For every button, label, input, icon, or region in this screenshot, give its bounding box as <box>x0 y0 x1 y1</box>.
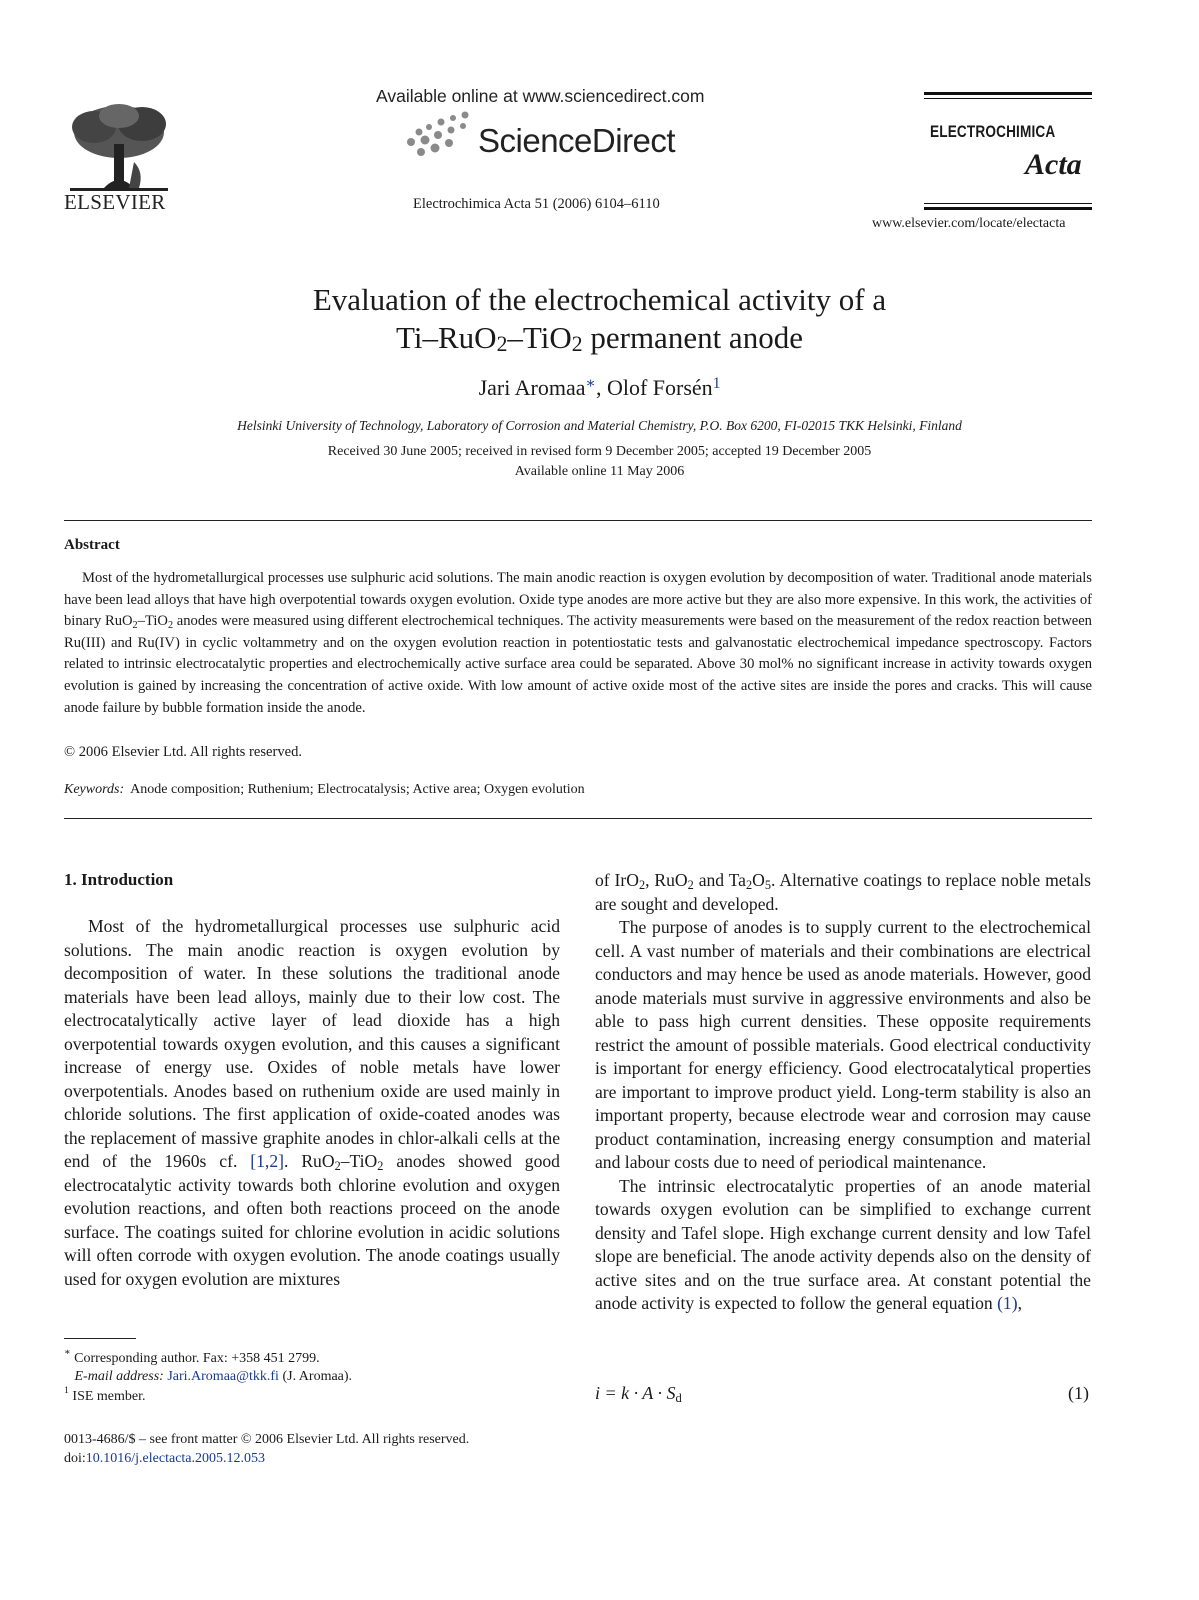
journal-logo-rule <box>924 98 1092 99</box>
author-list: Jari Aromaa∗, Olof Forsén$^1$ <box>478 375 721 400</box>
journal-citation: Electrochimica Acta 51 (2006) 6104–6110 <box>413 196 660 212</box>
author-footnote-link[interactable]: 1 <box>712 375 721 392</box>
email-link[interactable]: Jari.Aromaa@tkk.fi <box>167 1369 279 1384</box>
right-column-text <box>595 869 1091 1316</box>
affiliation: Helsinki University of Technology, Laboratory of Corrosion and Material Chemistry, P.O. Box 6200, FI-02015 TKK Helsinki, Finland <box>237 418 962 433</box>
issn-line: 0013-4686/$ – see front matter © 2006 Elsevier Ltd. All rights reserved. <box>64 1432 470 1447</box>
equation-link[interactable]: (1) <box>997 1293 1018 1313</box>
author-footnote-link[interactable]: ∗ <box>585 375 596 392</box>
section-rule <box>64 520 1092 521</box>
paragraph: Most of the hydrometallurgical processes use sulphuric acid solutions. The main anodic reaction is oxygen evolution by decomposition of water. In these solutions the traditional anode materials have been lead alloys, mainly due to their low cost. The electrocatalytically active layer of lead dioxide has a high overpotential towards oxygen evolution, and this causes a significant increase of energy use. Oxides of noble metals have lower overpotentials. Anodes based on ruthenium oxide are used mainly in chloride solutions. The first application of oxide-coated anodes was the replacement of massive graphite anodes in chlor-alkali cells at the end of the 1960s cf. [1,2]. RuO$_2$–TiO$_2$ anodes showed good electrocatalytic activity towards both chlorine evolution and oxygen evolution reactions, and often both reactions proceed on the anode surface. The coatings suited for chlorine evolution in acidic solutions will often corrode with oxygen evolution. The anode coatings usually used for oxygen evolution are mixtures <box>64 916 560 1289</box>
paragraph: of IrO$_2$, RuO$_2$ and $Ta_2O_5$. Alternative coatings to replace noble metals are sought and developed. <box>595 870 1091 914</box>
journal-logo-name: ELECTROCHIMICA <box>930 122 1056 141</box>
abstract-text: Most of the hydrometallurgical processes use sulphuric acid solutions. The main anodic reaction is oxygen evolution by decomposition of water. Traditional anode materials have been lead alloys that have high overpotential towards oxygen evolution. Oxide type anodes are more active but they are also more expensive. In this work, the activities of binary RuO$_2$–TiO$_2$ anodes were measured using different electrochemical techniques. The activity measurements were based on the measurement of the redox reaction between Ru(III) and Ru(IV) in cyclic voltammetry and on the oxygen evolution reaction in potentiostatic tests and galvanostatic electrochemical impedance spectroscopy. Factors related to intrinsic electrocatalytic properties and electrochemically active surface area could be separated. Above 30 mol% no significant increase in activity towards oxygen evolution is gained by increasing the concentration of active oxide. With low amount of active oxide most of the active sites are inside the pores and cracks. This will cause anode failure by bubble formation inside the anode. <box>64 570 1092 716</box>
author-name: Jari Aromaa <box>478 375 586 400</box>
received-dates: Received 30 June 2005; received in revised form 9 December 2005; accepted 19 December 2005 <box>327 444 872 459</box>
sciencedirect-availability[interactable]: Available online at www.sciencedirect.com <box>376 86 705 106</box>
keywords-label: Keywords: <box>64 782 125 797</box>
publisher-name: ELSEVIER <box>64 190 166 214</box>
footnote-ise: $^1$ ISE member. <box>64 1385 146 1404</box>
footnote-rule <box>64 1338 136 1339</box>
section-rule <box>64 818 1092 819</box>
journal-logo-acta: Acta <box>1025 148 1082 181</box>
equation-number: (1) <box>1068 1383 1089 1403</box>
footnote-corresponding-author: ∗ Corresponding author. Fax: +358 451 2799. <box>64 1347 320 1366</box>
journal-logo-rule <box>924 92 1092 95</box>
left-column-text <box>64 915 560 1291</box>
paragraph: The purpose of anodes is to supply current to the electrochemical cell. A vast number of materials and their combinations are electrical conductors and may hence be used as anode materials. However, good anode materials must survive in aggressive environments and also be able to pass high current densities. These opposite requirements restrict the amount of possible materials. Good electrical conductivity is important for energy efficiency. Good electrocatalytical properties are important to improve product yield. Long-term stability is also an important property, because electrode wear and corrosion may cause product contamination, increasing energy consumption and material and labour costs due to need of periodical maintenance. <box>595 917 1091 1172</box>
author-name: Olof Forsén <box>606 375 713 400</box>
abstract-copyright: © 2006 Elsevier Ltd. All rights reserved. <box>64 744 303 760</box>
keywords <box>64 782 585 798</box>
article-title-line2: Ti–RuO$_2$–TiO$_2$ permanent anode <box>396 320 803 356</box>
footnote-email: E-mail address: Jari.Aromaa@tkk.fi (J. Aromaa). <box>74 1369 353 1384</box>
keywords-list: Anode composition; Ruthenium; Electrocatalysis; Active area; Oxygen evolution <box>130 782 585 797</box>
journal-logo-rule <box>924 207 1092 210</box>
abstract-heading: Abstract <box>64 537 120 553</box>
journal-logo-rule <box>924 203 1092 204</box>
doi-line: doi:10.1016/j.electacta.2005.12.053 <box>64 1451 266 1466</box>
sciencedirect-logo: ScienceDirect <box>478 122 676 159</box>
journal-url[interactable]: www.elsevier.com/locate/electacta <box>872 216 1066 231</box>
doi-link[interactable]: 10.1016/j.electacta.2005.12.053 <box>85 1451 266 1466</box>
available-online-date: Available online 11 May 2006 <box>514 464 685 479</box>
citation-link[interactable]: [1,2] <box>250 1151 284 1171</box>
section-heading-introduction: 1. Introduction <box>64 870 174 889</box>
article-title-line1: Evaluation of the electrochemical activity of a <box>312 282 887 317</box>
equation: $i = k \cdot A \cdot S_d$ <box>595 1383 682 1405</box>
sciencedirect-dots-icon <box>405 110 477 162</box>
paragraph: The intrinsic electrocatalytic properties of an anode material towards oxygen evolution can be simplified to exchange current density and Tafel slope. High exchange current density and low Tafel slope are beneficial. The anode activity depends also on the density of active sites and on the true surface area. At constant potential the anode activity is expected to follow the general equation (1), <box>595 1175 1091 1313</box>
